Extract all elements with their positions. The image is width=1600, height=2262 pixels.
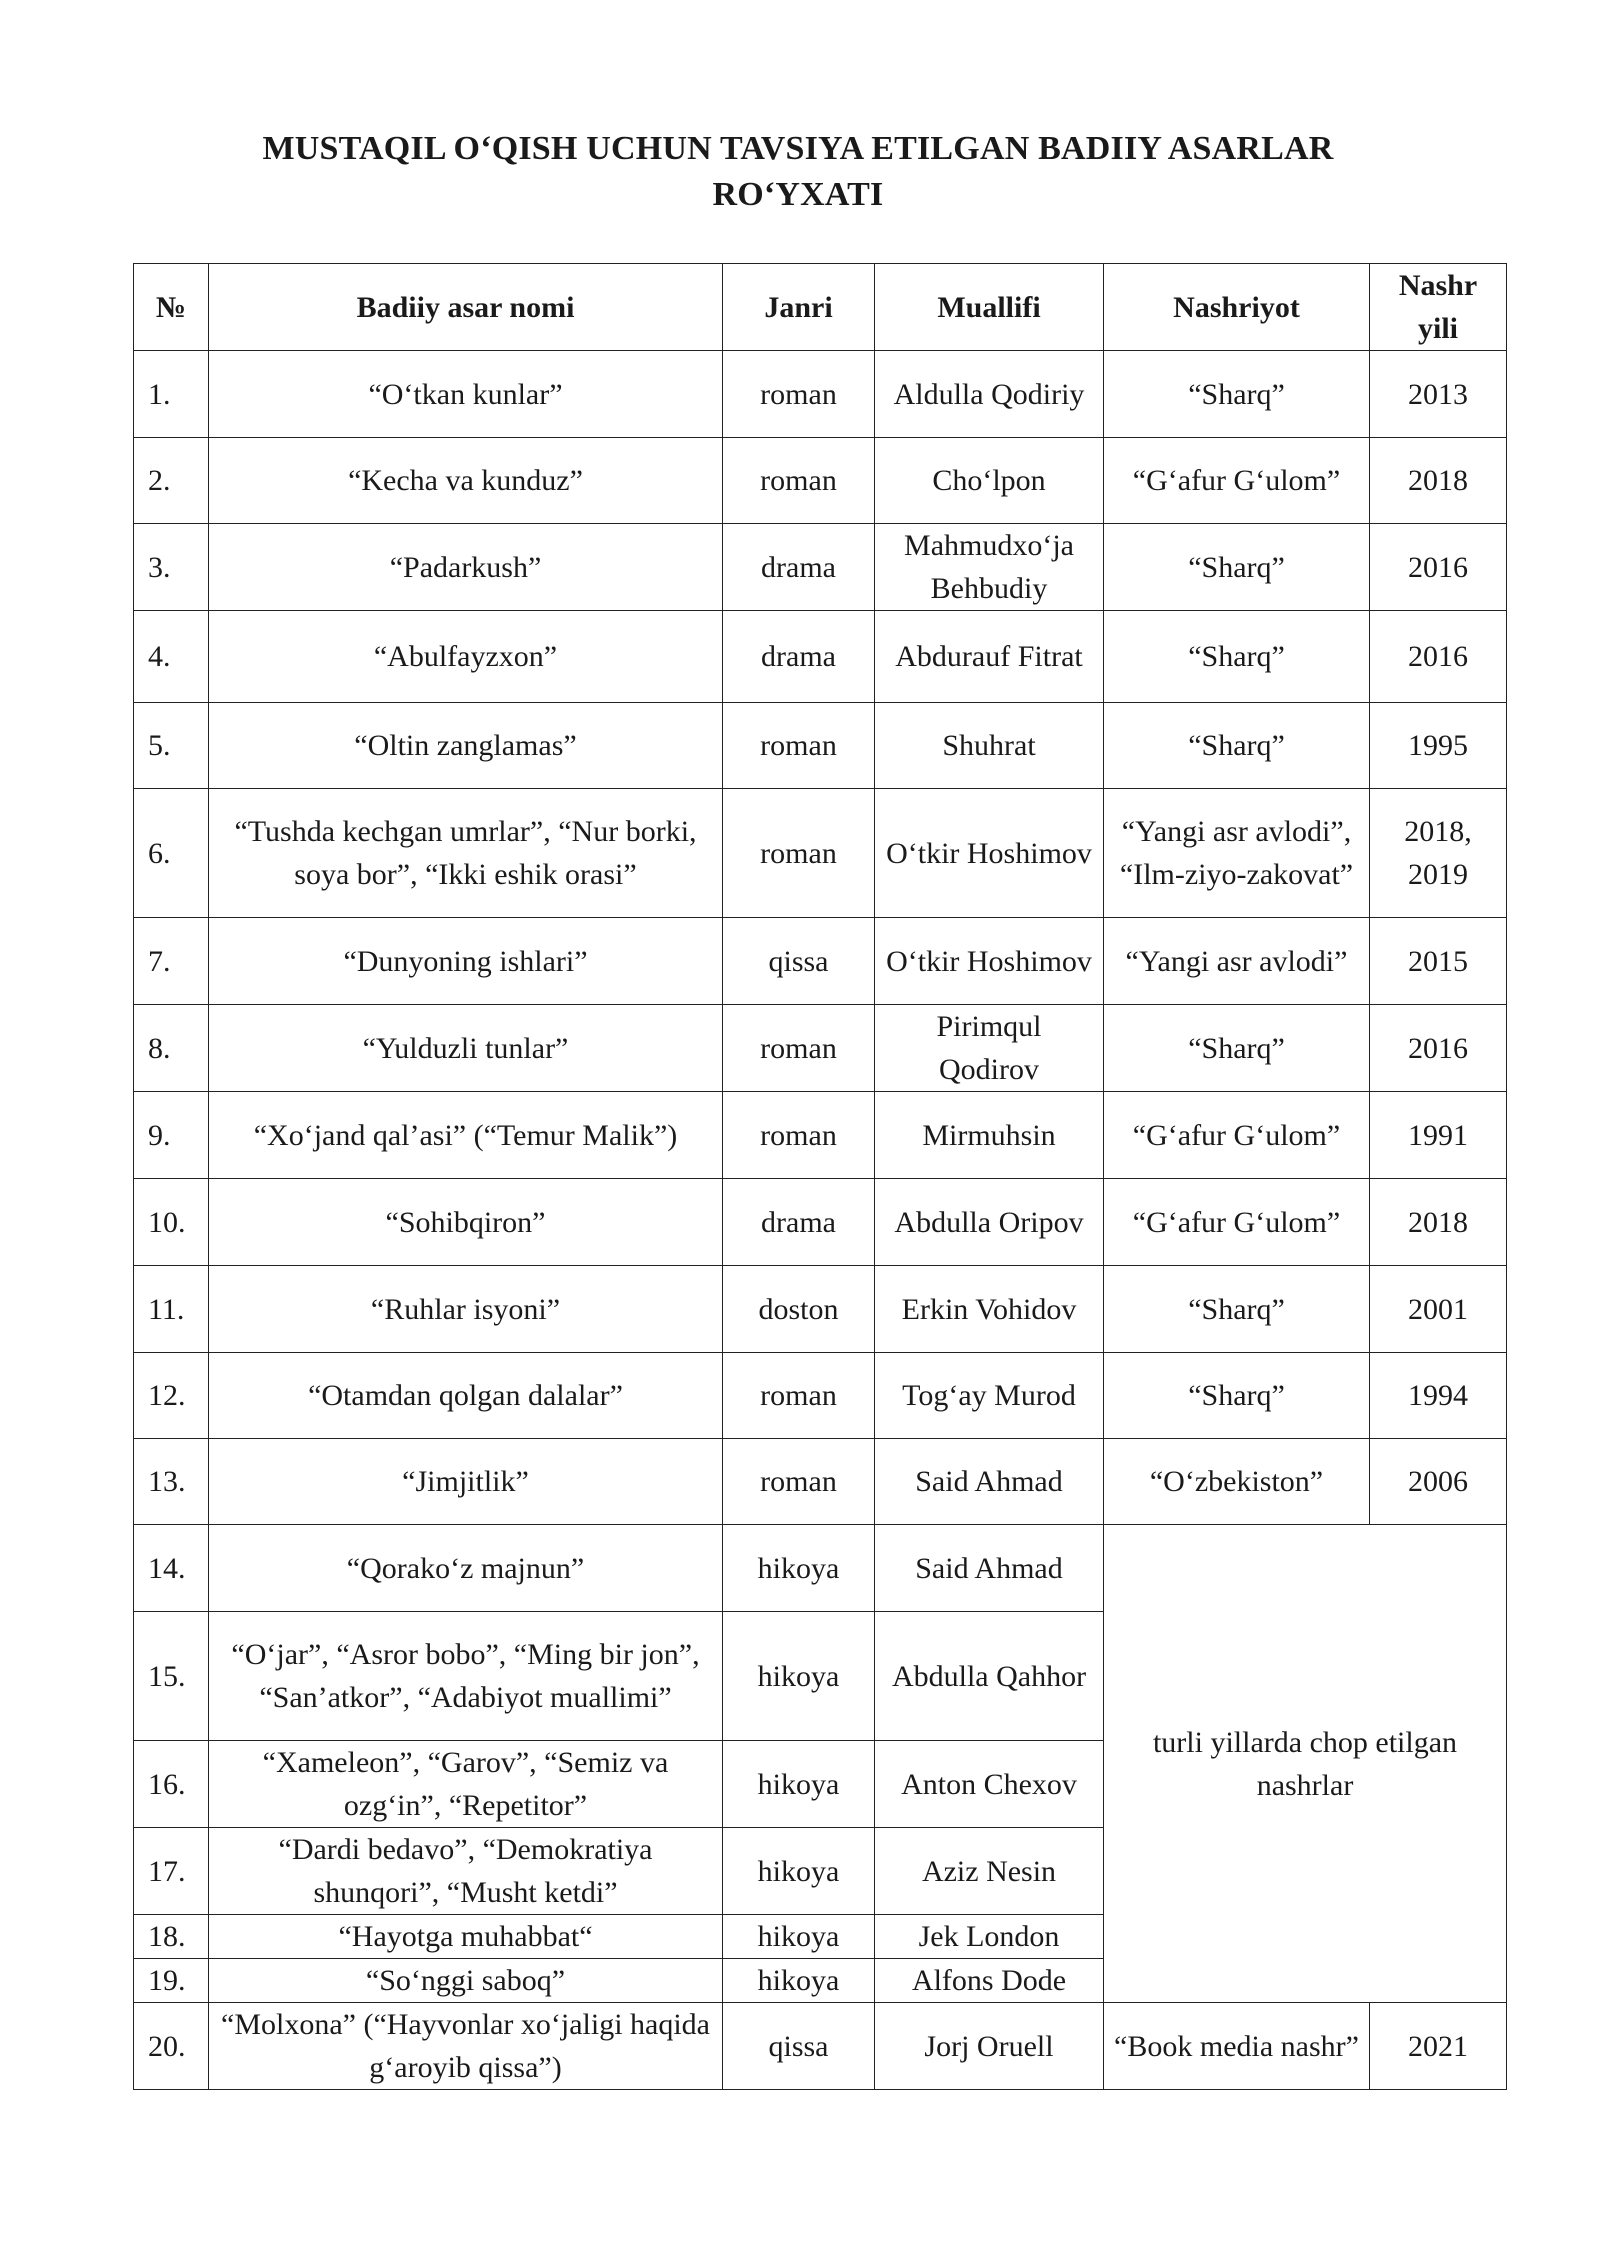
row-title: “Abulfayzxon” — [209, 611, 723, 703]
table-row — [134, 1179, 1507, 1266]
row-year: 1995 — [1370, 703, 1507, 789]
row-genre: hikoya — [723, 1828, 875, 1915]
table-row — [134, 351, 1507, 438]
row-number: 1. — [134, 351, 209, 438]
row-author: Jorj Oruell — [875, 2003, 1104, 2090]
row-number: 5. — [134, 703, 209, 789]
row-title: “Qorako‘z majnun” — [209, 1525, 723, 1612]
header-title: Badiiy asar nomi — [209, 264, 723, 351]
row-number: 13. — [134, 1439, 209, 1525]
row-author: Pirimqul Qodirov — [875, 1005, 1104, 1092]
row-title: “Dunyoning ishlari” — [209, 918, 723, 1005]
row-genre: roman — [723, 703, 875, 789]
row-year: 2016 — [1370, 524, 1507, 611]
row-number: 6. — [134, 789, 209, 918]
row-genre: hikoya — [723, 1959, 875, 2003]
row-number: 2. — [134, 438, 209, 524]
header-year — [1370, 264, 1507, 351]
row-year: 1994 — [1370, 1353, 1507, 1439]
row-genre: hikoya — [723, 1741, 875, 1828]
table-row — [134, 1353, 1507, 1439]
row-year: 2016 — [1370, 611, 1507, 703]
row-title: “Xo‘jand qal’asi” (“Temur Malik”) — [209, 1092, 723, 1179]
row-title: “O‘jar”, “Asror bobo”, “Ming bir jon”, “San’atkor”, “Adabiyot muallimi” — [209, 1612, 723, 1741]
row-publisher: “G‘afur G‘ulom” — [1104, 1092, 1370, 1179]
row-author: Alfons Dode — [875, 1959, 1104, 2003]
row-year: 2021 — [1370, 2003, 1507, 2090]
table-row — [134, 2003, 1507, 2090]
row-genre: hikoya — [723, 1612, 875, 1741]
row-publisher: “Book media nashr” — [1104, 2003, 1370, 2090]
row-author: O‘tkir Hoshimov — [875, 789, 1104, 918]
row-number: 12. — [134, 1353, 209, 1439]
header-number: № — [134, 264, 209, 351]
merged-publisher-note: turli yillarda chop etilgan nashrlar — [1104, 1525, 1507, 2003]
row-title: “Tushda kechgan umrlar”, “Nur borki, soya bor”, “Ikki eshik orasi” — [209, 789, 723, 918]
row-title: “Jimjitlik” — [209, 1439, 723, 1525]
row-author: Mahmudxo‘ja Behbudiy — [875, 524, 1104, 611]
row-author: Jek London — [875, 1915, 1104, 1959]
table-row — [134, 1092, 1507, 1179]
row-genre: roman — [723, 1092, 875, 1179]
books-table — [133, 263, 1507, 2090]
header-publisher: Nashriyot — [1104, 264, 1370, 351]
header-year-line-2: yili — [1417, 312, 1458, 345]
row-number: 8. — [134, 1005, 209, 1092]
header-year-line-1: Nashr — [1398, 269, 1478, 302]
row-publisher: “Sharq” — [1104, 1005, 1370, 1092]
header-genre: Janri — [723, 264, 875, 351]
row-genre: drama — [723, 611, 875, 703]
table-row — [134, 1266, 1507, 1353]
row-genre: drama — [723, 1179, 875, 1266]
row-title: “Xameleon”, “Garov”, “Semiz va ozg‘in”, “Repetitor” — [209, 1741, 723, 1828]
document-title — [133, 126, 1463, 218]
row-publisher: “Sharq” — [1104, 351, 1370, 438]
row-genre: doston — [723, 1266, 875, 1353]
row-author: Said Ahmad — [875, 1439, 1104, 1525]
row-number: 19. — [134, 1959, 209, 2003]
row-author: Cho‘lpon — [875, 438, 1104, 524]
row-genre: roman — [723, 789, 875, 918]
table-row — [134, 611, 1507, 703]
row-year: 2018, 2019 — [1370, 789, 1507, 918]
row-genre: qissa — [723, 2003, 875, 2090]
row-year: 2006 — [1370, 1439, 1507, 1525]
row-publisher: “G‘afur G‘ulom” — [1104, 1179, 1370, 1266]
row-year: 2015 — [1370, 918, 1507, 1005]
row-publisher: “Sharq” — [1104, 703, 1370, 789]
row-number: 20. — [134, 2003, 209, 2090]
row-genre: roman — [723, 438, 875, 524]
row-author: Abdurauf Fitrat — [875, 611, 1104, 703]
row-number: 15. — [134, 1612, 209, 1741]
table-row — [134, 1005, 1507, 1092]
row-genre: drama — [723, 524, 875, 611]
row-author: Anton Chexov — [875, 1741, 1104, 1828]
table-row — [134, 703, 1507, 789]
row-title: “Otamdan qolgan dalalar” — [209, 1353, 723, 1439]
title-line-2: RO‘YXATI — [712, 176, 884, 213]
row-publisher: “Sharq” — [1104, 1353, 1370, 1439]
row-author: Said Ahmad — [875, 1525, 1104, 1612]
row-genre: roman — [723, 1353, 875, 1439]
row-author: Tog‘ay Murod — [875, 1353, 1104, 1439]
row-number: 4. — [134, 611, 209, 703]
row-title: “Kecha va kunduz” — [209, 438, 723, 524]
row-title: “Hayotga muhabbat“ — [209, 1915, 723, 1959]
row-number: 10. — [134, 1179, 209, 1266]
row-author: Aldulla Qodiriy — [875, 351, 1104, 438]
title-line-1: MUSTAQIL O‘QISH UCHUN TAVSIYA ETILGAN BADIIY ASARLAR — [262, 130, 1334, 167]
row-publisher: “G‘afur G‘ulom” — [1104, 438, 1370, 524]
row-author: Shuhrat — [875, 703, 1104, 789]
row-genre: roman — [723, 1439, 875, 1525]
table-row — [134, 918, 1507, 1005]
row-title: “Padarkush” — [209, 524, 723, 611]
row-number: 9. — [134, 1092, 209, 1179]
table-row — [134, 524, 1507, 611]
row-title: “O‘tkan kunlar” — [209, 351, 723, 438]
row-year: 2013 — [1370, 351, 1507, 438]
row-author: Mirmuhsin — [875, 1092, 1104, 1179]
table-row — [134, 789, 1507, 918]
row-title: “Yulduzli tunlar” — [209, 1005, 723, 1092]
row-title: “Sohibqiron” — [209, 1179, 723, 1266]
row-author: Abdulla Qahhor — [875, 1612, 1104, 1741]
row-author: Erkin Vohidov — [875, 1266, 1104, 1353]
row-title: “Oltin zanglamas” — [209, 703, 723, 789]
row-publisher: “Sharq” — [1104, 524, 1370, 611]
row-publisher: “Sharq” — [1104, 611, 1370, 703]
row-genre: hikoya — [723, 1525, 875, 1612]
row-number: 11. — [134, 1266, 209, 1353]
row-number: 17. — [134, 1828, 209, 1915]
row-year: 1991 — [1370, 1092, 1507, 1179]
row-year: 2016 — [1370, 1005, 1507, 1092]
row-number: 7. — [134, 918, 209, 1005]
row-publisher: “O‘zbekiston” — [1104, 1439, 1370, 1525]
row-number: 3. — [134, 524, 209, 611]
row-number: 18. — [134, 1915, 209, 1959]
row-title: “Dardi bedavo”, “Demokratiya shunqori”, “Musht ketdi” — [209, 1828, 723, 1915]
row-title: “Molxona” (“Hayvonlar xo‘jaligi haqida g‘aroyib qissa”) — [209, 2003, 723, 2090]
row-publisher: “Yangi asr avlodi”, “Ilm-ziyo-zakovat” — [1104, 789, 1370, 918]
table-header-row — [134, 264, 1507, 351]
row-genre: hikoya — [723, 1915, 875, 1959]
row-title: “So‘nggi saboq” — [209, 1959, 723, 2003]
row-number: 14. — [134, 1525, 209, 1612]
header-author: Muallifi — [875, 264, 1104, 351]
table-row — [134, 1439, 1507, 1525]
row-author: Aziz Nesin — [875, 1828, 1104, 1915]
row-number: 16. — [134, 1741, 209, 1828]
row-year: 2018 — [1370, 1179, 1507, 1266]
row-publisher: “Yangi asr avlodi” — [1104, 918, 1370, 1005]
row-title: “Ruhlar isyoni” — [209, 1266, 723, 1353]
row-year: 2001 — [1370, 1266, 1507, 1353]
row-author: Abdulla Oripov — [875, 1179, 1104, 1266]
row-year: 2018 — [1370, 438, 1507, 524]
table-row — [134, 1525, 1507, 1612]
row-publisher: “Sharq” — [1104, 1266, 1370, 1353]
table-row — [134, 438, 1507, 524]
row-genre: roman — [723, 1005, 875, 1092]
row-author: O‘tkir Hoshimov — [875, 918, 1104, 1005]
row-genre: roman — [723, 351, 875, 438]
row-genre: qissa — [723, 918, 875, 1005]
